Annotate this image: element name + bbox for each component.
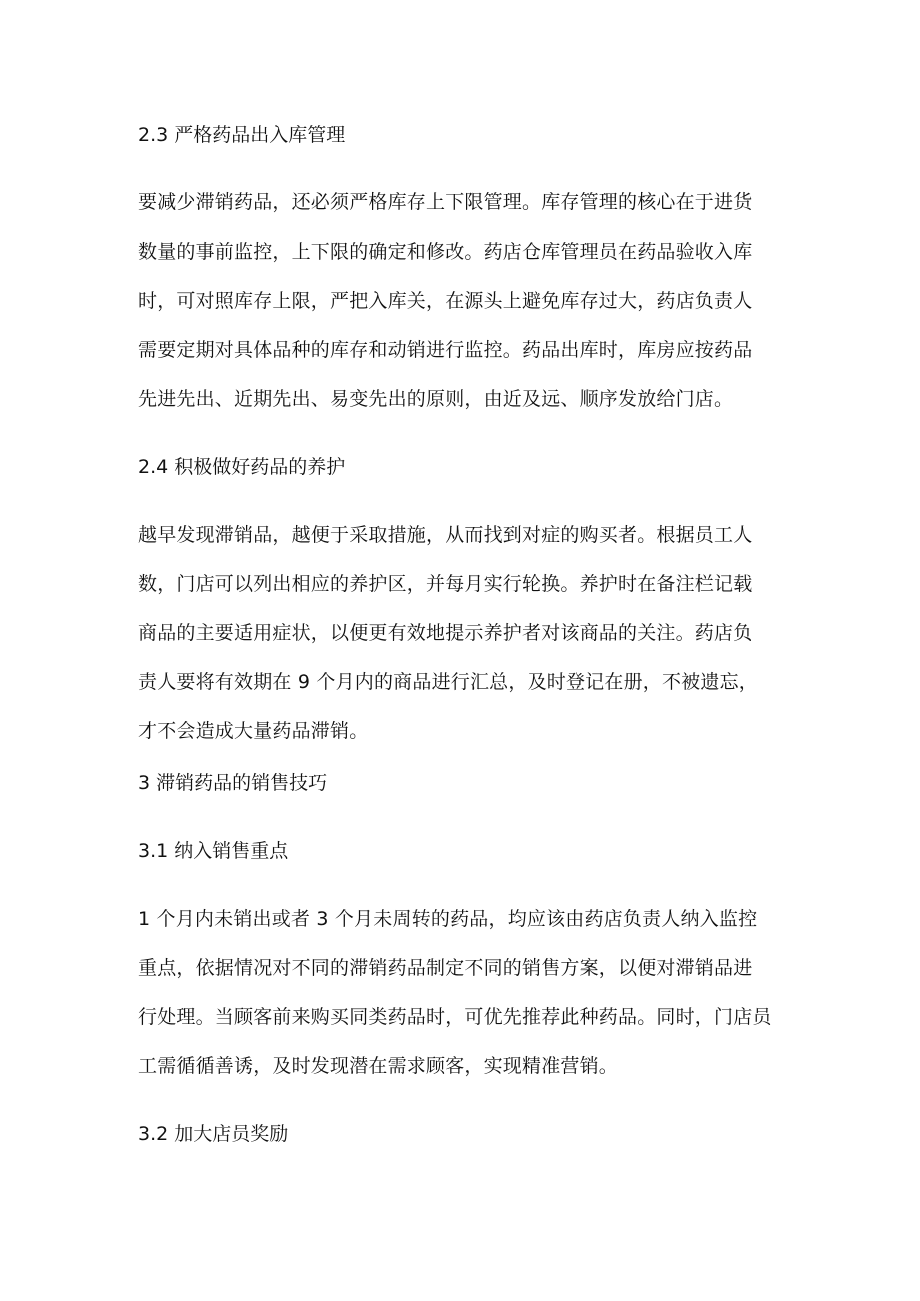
paragraph-line: 要减少滞销药品，还必须严格库存上下限管理。库存管理的核心在于进货: [138, 191, 753, 213]
section-heading-2-3: 2.3 严格药品出入库管理: [138, 124, 346, 146]
section-heading-3: 3 滞销药品的销售技巧: [138, 772, 328, 794]
paragraph-line: 数量的事前监控，上下限的确定和修改。药店仓库管理员在药品验收入库: [138, 241, 753, 263]
paragraph-line: 时，可对照库存上限，严把入库关，在源头上避免库存过大，药店负责人: [138, 290, 753, 312]
paragraph-line: 行处理。当顾客前来购买同类药品时，可优先推荐此种药品。同时，门店员: [138, 1006, 772, 1028]
paragraph-line: 需要定期对具体品种的库存和动销进行监控。药品出库时，库房应按药品: [138, 339, 753, 361]
section-heading-3-2: 3.2 加大店员奖励: [138, 1123, 289, 1145]
paragraph-line: 工需循循善诱，及时发现潜在需求顾客，实现精准营销。: [138, 1055, 619, 1077]
section-heading-2-4: 2.4 积极做好药品的养护: [138, 456, 346, 478]
paragraph-line: 先进先出、近期先出、易变先出的原则，由近及远、顺序发放给门店。: [138, 388, 734, 410]
paragraph-line: 商品的主要适用症状，以便更有效地提示养护者对该商品的关注。药店负: [138, 622, 753, 644]
section-heading-3-1: 3.1 纳入销售重点: [138, 840, 289, 862]
paragraph-line: 1 个月内未销出或者 3 个月未周转的药品，均应该由药店负责人纳入监控: [138, 908, 758, 930]
paragraph-line: 重点，依据情况对不同的滞销药品制定不同的销售方案，以便对滞销品进: [138, 957, 753, 979]
paragraph-line: 责人要将有效期在 9 个月内的商品进行汇总，及时登记在册，不被遗忘，: [138, 671, 758, 693]
paragraph-line: 越早发现滞销品，越便于采取措施，从而找到对症的购买者。根据员工人: [138, 524, 753, 546]
paragraph-line: 才不会造成大量药品滞销。: [138, 720, 369, 742]
paragraph-line: 数，门店可以列出相应的养护区，并每月实行轮换。养护时在备注栏记载: [138, 573, 753, 595]
